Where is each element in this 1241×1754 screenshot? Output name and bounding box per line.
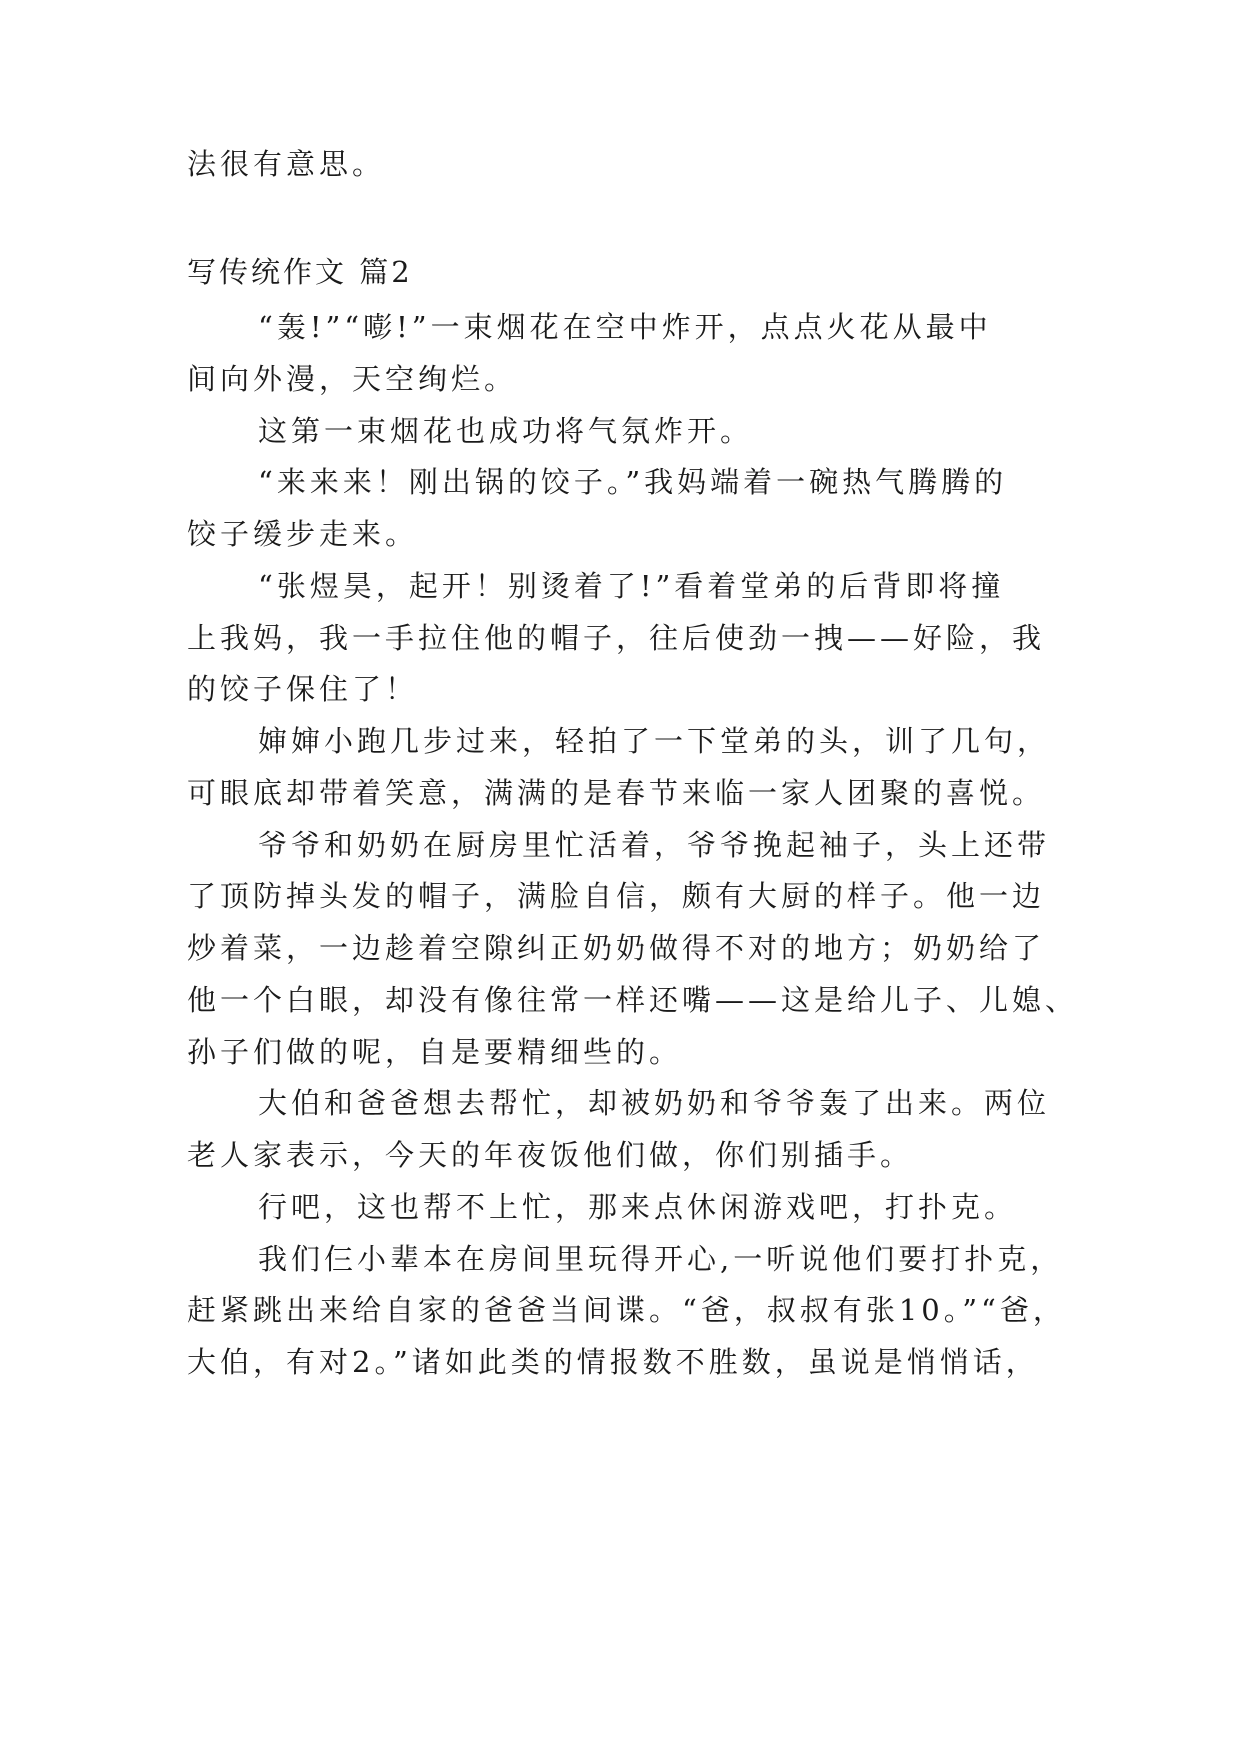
paragraph-line: 上我妈，我一手拉住他的帽子，往后使劲一拽——好险，我 [187, 621, 1046, 655]
paragraph-line: 婶婶小跑几步过来，轻拍了一下堂弟的头，训了几句， [258, 724, 1051, 758]
paragraph-line: 爷爷和奶奶在厨房里忙活着，爷爷挽起袖子，头上还带 [258, 828, 1051, 862]
paragraph-line: 饺子缓步走来。 [187, 517, 419, 551]
paragraph-line: 可眼底却带着笑意，满满的是春节来临一家人团聚的喜悦。 [187, 776, 1046, 810]
paragraph-line: “来来来！刚出锅的饺子。”我妈端着一碗热气腾腾的 [258, 465, 1008, 499]
paragraph-line: 孙子们做的呢，自是要精细些的。 [187, 1035, 683, 1069]
paragraph-line: 了顶防掉头发的帽子，满脸自信，颇有大厨的样子。他一边 [187, 879, 1046, 913]
paragraph-line: 这第一束烟花也成功将气氛炸开。 [258, 414, 754, 448]
paragraph-line: 赶紧跳出来给自家的爸爸当间谍。“爸，叔叔有张10。”“爸， [187, 1293, 1066, 1327]
paragraph-line: 间向外漫，天空绚烂。 [187, 362, 518, 396]
continuation-text: 法很有意思。 [187, 147, 386, 181]
paragraph-line: 大伯和爸爸想去帮忙，却被奶奶和爷爷轰了出来。两位 [258, 1086, 1051, 1120]
paragraph-line: 的饺子保住了！ [187, 672, 419, 706]
paragraph-line: 老人家表示，今天的年夜饭他们做，你们别插手。 [187, 1138, 914, 1172]
paragraph-line: 大伯，有对2。”诸如此类的情报数不胜数，虽说是悄悄话， [187, 1345, 1039, 1379]
paragraph-line: 行吧，这也帮不上忙，那来点休闲游戏吧，打扑克。 [258, 1190, 1018, 1224]
paragraph-line: 他一个白眼，却没有像往常一样还嘴——这是给儿子、儿媳、 [187, 983, 1079, 1017]
section-heading: 写传统作文 篇2 [187, 255, 413, 289]
paragraph-line: 我们仨小辈本在房间里玩得开心,一听说他们要打扑克， [258, 1242, 1064, 1276]
paragraph-line: 炒着菜，一边趁着空隙纠正奶奶做得不对的地方；奶奶给了 [187, 931, 1046, 965]
paragraph-line: “轰!”“嘭!”一束烟花在空中炸开，点点火花从最中 [258, 310, 992, 344]
paragraph-line: “张煜昊，起开！别烫着了!”看着堂弟的后背即将撞 [258, 569, 1005, 603]
